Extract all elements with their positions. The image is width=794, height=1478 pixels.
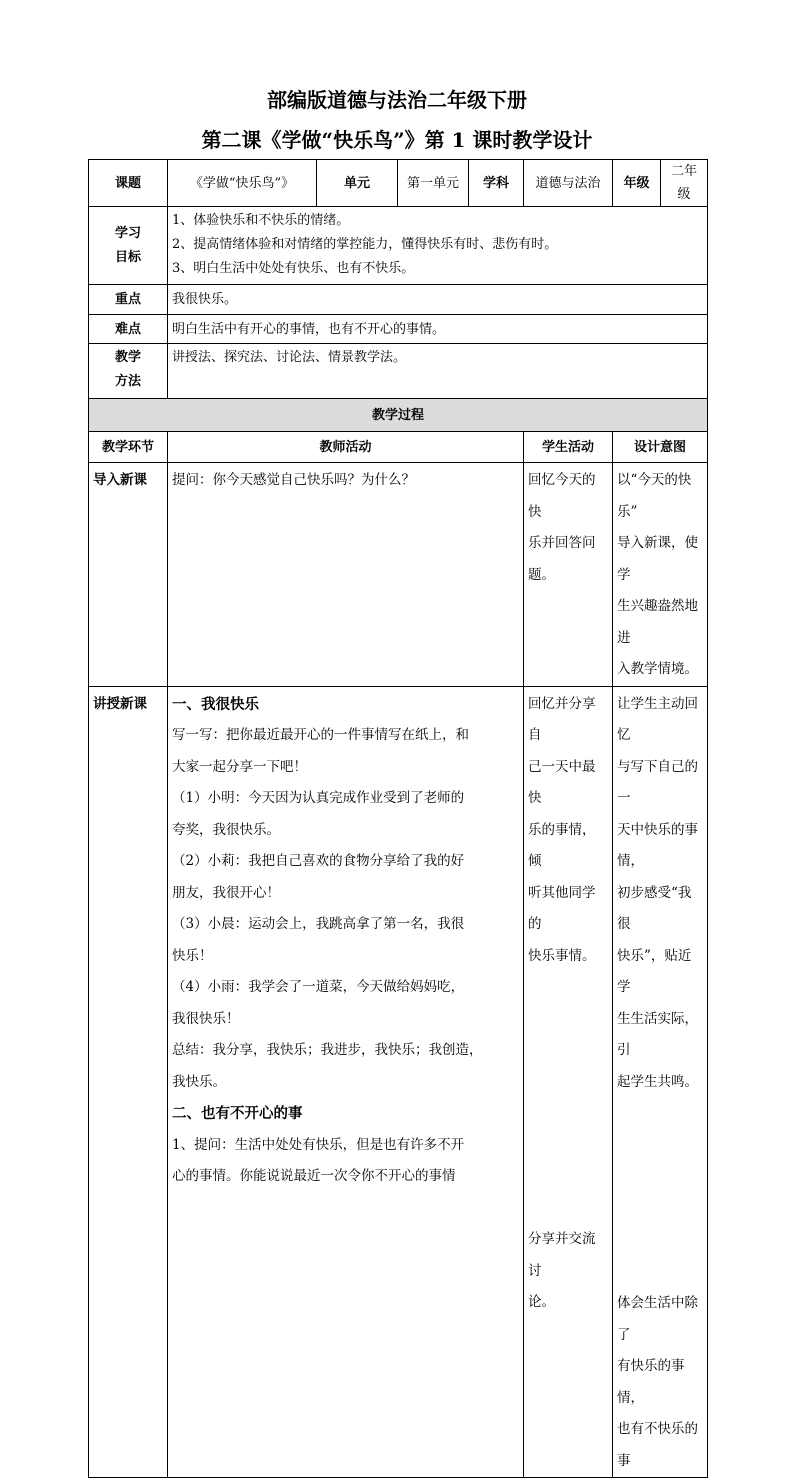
difficulty-label: 难点 [89, 315, 168, 344]
text-line: 总结：我分享，我快乐；我进步，我快乐；我创造， [172, 1042, 483, 1058]
method-label [89, 344, 168, 399]
unit-value: 第一单元 [398, 160, 469, 207]
method-row [89, 344, 708, 399]
info-row [89, 160, 708, 207]
text-line: 己一天中最快 [528, 758, 596, 806]
method-value: 讲授法、探究法、讨论法、情景教学法。 [168, 344, 708, 399]
text-line: 大家一起分享一下吧！ [172, 758, 307, 775]
grade-label: 年级 [613, 160, 661, 207]
col-teacher: 教师活动 [168, 432, 524, 463]
goals-label [89, 207, 168, 285]
text-line: （2）小莉：我把自己喜欢的食物分享给了我的好 [172, 853, 465, 869]
goals-content [168, 207, 708, 285]
text-line: 1、提问：生活中处处有快乐，但是也有许多不开 [172, 1136, 465, 1153]
course-label: 课题 [89, 160, 168, 207]
new-lesson-row [89, 686, 708, 1478]
section-title: 一、我很快乐 [172, 695, 259, 713]
key-label: 重点 [89, 285, 168, 315]
text-line: 起学生共鸣。 [617, 1073, 698, 1090]
text-line: 生兴趣盎然地进 [617, 598, 698, 646]
new-teacher [168, 686, 524, 1478]
grade-value: 二年级 [661, 160, 708, 207]
text-line: 乐的事情，倾 [528, 821, 596, 869]
text-line: 我很快乐！ [172, 1010, 240, 1027]
intro-row [89, 463, 708, 687]
text-line: 回忆并分享自 [528, 695, 596, 743]
text-line: 有快乐的事情， [617, 1358, 685, 1406]
text-line: 天中快乐的事情， [617, 821, 698, 869]
process-heading: 教学过程 [89, 399, 708, 432]
text-line: 也有不快乐的事 [617, 1421, 698, 1469]
subject-value: 道德与法治 [524, 160, 613, 207]
goals-label-line: 目标 [114, 249, 141, 265]
text-line: 初步感受“我很 [617, 884, 692, 932]
difficulty-row [89, 315, 708, 344]
intro-teacher: 提问：你今天感觉自己快乐吗？为什么？ [168, 463, 524, 687]
text-line: 快乐！ [172, 947, 213, 964]
intro-stage: 导入新课 [89, 463, 168, 687]
subject-label: 学科 [469, 160, 524, 207]
intro-student [524, 463, 613, 687]
text-line: 写一写：把你最近最开心的一件事情写在纸上，和 [172, 727, 469, 743]
text-line: 体会生活中除了 [617, 1295, 698, 1343]
text-line: 入教学情境。 [617, 661, 698, 677]
goal-item: 1、体验快乐和不快乐的情绪。 [172, 213, 350, 228]
section-title: 二、也有不开心的事 [172, 1105, 303, 1122]
text-line: 生生活实际，引 [617, 1010, 698, 1058]
key-value: 我很快乐。 [168, 285, 708, 315]
col-student: 学生活动 [524, 432, 613, 463]
text-line: 心的事情。你能说说最近一次令你不开心的事情 [172, 1168, 456, 1184]
goals-label-line: 学习 [114, 225, 141, 241]
text-line: 听其他同学的 [528, 884, 596, 932]
text-line: （4）小雨：我学会了一道菜，今天做给妈妈吃， [172, 979, 465, 995]
spacer [617, 1098, 703, 1288]
text-line: 论。 [528, 1294, 555, 1310]
goal-item: 3、明白生活中处处有快乐、也有不快乐。 [172, 261, 415, 276]
lesson-plan-table [88, 159, 708, 1478]
text-line: 朋友，我很开心！ [172, 884, 280, 901]
unit-label: 单元 [317, 160, 398, 207]
text-line: 快乐事情。 [528, 947, 596, 964]
new-stage: 讲授新课 [89, 686, 168, 1478]
method-label-line: 教学 [114, 350, 141, 365]
process-heading-row [89, 399, 708, 432]
document-title: 部编版道德与法治二年级下册 [267, 88, 527, 112]
col-stage: 教学环节 [89, 432, 168, 463]
new-student [524, 686, 613, 1478]
method-label-line: 方法 [114, 374, 141, 389]
text-line: 分享并交流讨 [528, 1231, 596, 1279]
spacer [528, 972, 608, 1224]
text-line: 让学生主动回忆 [617, 695, 698, 743]
text-line: 导入新课，使学 [617, 535, 698, 583]
key-point-row [89, 285, 708, 315]
document-subtitle: 第二课《学做“快乐鸟”》第 1 课时教学设计 [201, 128, 593, 152]
process-columns-row [89, 432, 708, 463]
course-value: 《学做“快乐鸟”》 [168, 160, 317, 207]
goal-item: 2、提高情绪体验和对情绪的掌控能力，懂得快乐有时、悲伤有时。 [172, 237, 558, 252]
col-intent: 设计意图 [613, 432, 708, 463]
text-line: （1）小明：今天因为认真完成作业受到了老师的 [172, 790, 465, 806]
text-line: 夸奖，我很快乐。 [172, 821, 280, 838]
text-line: 乐并回答问题。 [528, 535, 596, 583]
new-intent [613, 686, 708, 1478]
text-line: 与写下自己的一 [617, 758, 698, 806]
text-line: 快乐”，贴近学 [617, 947, 692, 995]
goals-row [89, 207, 708, 285]
difficulty-value: 明白生活中有开心的事情，也有不开心的事情。 [168, 315, 708, 344]
text-line: （3）小晨：运动会上，我跳高拿了第一名，我很 [172, 916, 465, 932]
text-line: 我快乐。 [172, 1073, 226, 1090]
intro-intent [613, 463, 708, 687]
text-line: 以“今天的快乐” [617, 472, 692, 520]
text-line: 回忆今天的快 [528, 472, 596, 520]
